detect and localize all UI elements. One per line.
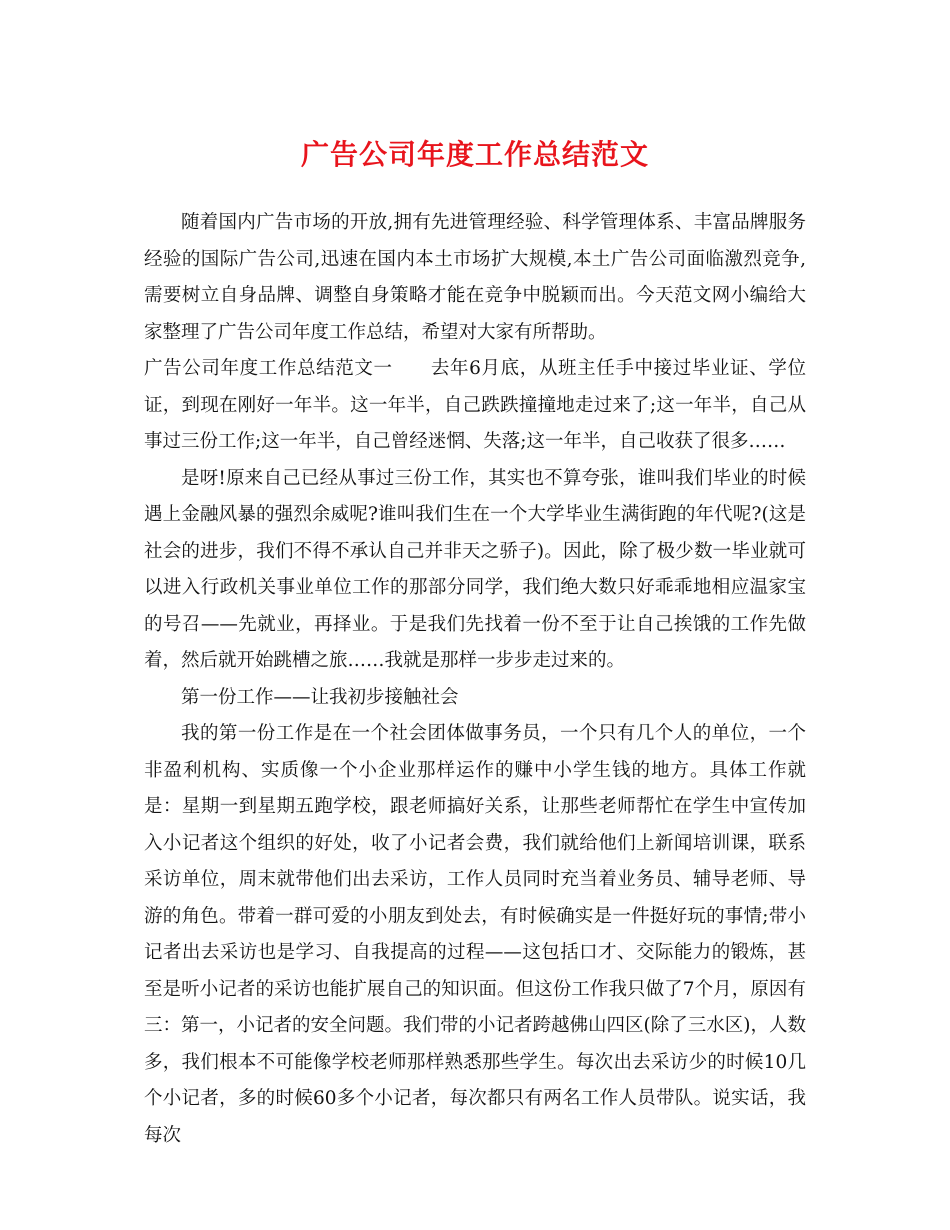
paragraph-intro: 随着国内广告市场的开放,拥有先进管理经验、科学管理体系、丰富品牌服务经验的国际广告公司,迅速在国内本土市场扩大规模,本土广告公司面临激烈竞争,需要树立自身品牌、调整自身策略才能在竞争中脱颖而出。今天范文网小编给大家整理了广告公司年度工作总结，希望对大家有所帮助。 — [144, 212, 806, 343]
paragraph-three-jobs: 是呀!原来自己已经从事过三份工作，其实也不算夸张，谁叫我们毕业的时候遇上金融风暴的强烈余威呢?谁叫我们生在一个大学毕业生满街跑的年代呢?(这是社会的进步，我们不得不承认自己并非天之骄子)。因此，除了极少数一毕业就可以进入行政机关事业单位工作的那部分同学，我们绝大数只好乖乖地相应温家宝的号召——先就业，再择业。于是我们先找着一份不至于让自己挨饿的工作先做着，然后就开始跳槽之旅……我就是那样一步步走过来的。 — [144, 467, 806, 671]
paragraph-sample-one-opening: 广告公司年度工作总结范文一 去年6月底，从班主任手中接过毕业证、学位证，到现在刚好一年半。这一年半，自己跌跌撞撞地走过来了;这一年半，自己从事过三份工作;这一年半，自己曾经迷惘、失落;这一年半，自己收获了很多…… — [144, 358, 806, 452]
paragraph-first-job: 我的第一份工作是在一个社会团体做事务员，一个只有几个人的单位，一个非盈利机构、实质像一个小企业那样运作的赚中小学生钱的地方。具体工作就是：星期一到星期五跑学校，跟老师搞好关系，让那些老师帮忙在学生中宣传加入小记者这个组织的好处，收了小记者会费，我们就给他们上新闻培训课，联系采访单位，周末就带他们出去采访，工作人员同时充当着业务员、辅导老师、导游的角色。带着一群可爱的小朋友到处去，有时候确实是一件挺好玩的事情;带小记者出去采访也是学习、自我提高的过程——这包括口才、交际能力的锻炼，甚至是听小记者的采访也能扩展自己的知识面。但这份工作我只做了7个月，原因有三：第一，小记者的安全问题。我们带的小记者跨越佛山四区(除了三水区)，人数多，我们根本不可能像学校老师那样熟悉那些学生。每次出去采访少的时候10几个小记者，多的时候60多个小记者，每次都只有两名工作人员带队。说实话，我每次 — [144, 723, 806, 1146]
section-heading-first-job: 第一份工作——让我初步接触社会 — [181, 686, 459, 708]
document-title: 广告公司年度工作总结范文 — [300, 138, 649, 171]
document-body — [144, 205, 806, 1154]
